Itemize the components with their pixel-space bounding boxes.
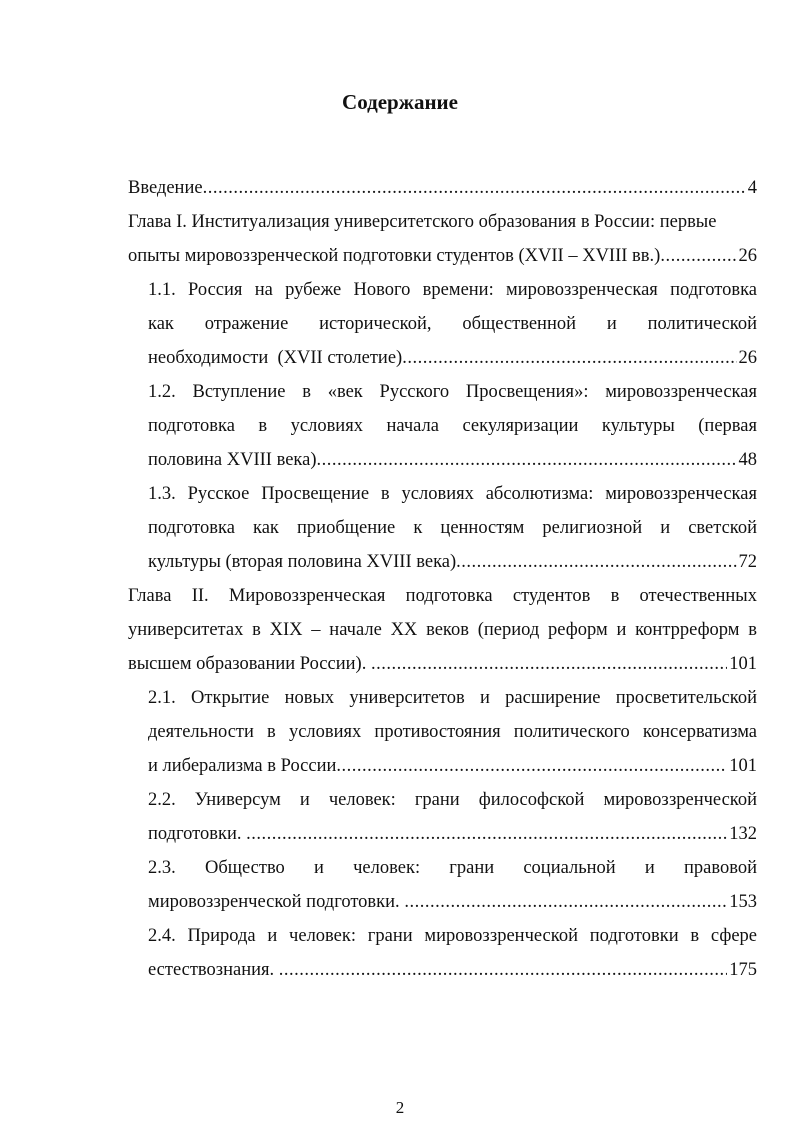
toc-entry-title: естествознания.	[148, 960, 279, 980]
toc-page-number: 101	[729, 756, 757, 776]
toc-entry-title: подготовки.	[148, 824, 247, 844]
toc-entry-title: и либерализма в России	[148, 756, 337, 776]
toc-page-number: 153	[729, 892, 757, 912]
toc-entry-introduction[interactable]	[128, 171, 757, 205]
toc-entry-title: опыты мировоззренческой подготовки студентов (XVII – XVIII вв.)	[128, 246, 661, 266]
toc-entry-chapter-2-line: Глава II. Мировоззренческая подготовка студентов в отечественных	[128, 586, 757, 606]
toc-entry-section-2-3[interactable]	[148, 885, 757, 919]
toc-entry-section-1-2-line: подготовка в условиях начала секуляризации культуры (первая	[148, 416, 757, 436]
toc-page-number: 26	[738, 348, 757, 368]
toc-page-number: 48	[738, 450, 757, 470]
toc-entry-section-2-1-line: деятельности в условиях противостояния политического консерватизма	[148, 722, 757, 742]
toc-entry-section-1-1[interactable]	[148, 341, 757, 375]
dot-leader	[660, 239, 736, 273]
page-title: Содержание	[342, 90, 458, 114]
toc-entry-section-2-2[interactable]	[148, 817, 757, 851]
toc-entry-title: Введение	[128, 178, 203, 198]
toc-entry-section-1-2[interactable]	[148, 443, 757, 477]
toc-entry-section-2-4-line: 2.4. Природа и человек: грани мировоззренческой подготовки в сфере	[148, 926, 757, 946]
toc-entry-section-1-3-line: 1.3. Русское Просвещение в условиях абсолютизма: мировоззренческая	[148, 484, 757, 504]
dot-leader	[404, 885, 727, 919]
toc-entry-section-1-3-line: подготовка как приобщение к ценностям религиозной и светской	[148, 518, 757, 538]
toc-page-number: 101	[729, 654, 757, 674]
toc-entry-title: половина XVIII века)	[148, 450, 317, 470]
toc-page-number: 175	[729, 960, 757, 980]
dot-leader	[371, 647, 727, 681]
toc-entry-section-2-4[interactable]	[148, 953, 757, 987]
toc-entry-title: высшем образовании России).	[128, 654, 371, 674]
dot-leader	[203, 171, 746, 205]
toc-entry-chapter-2[interactable]	[128, 647, 757, 681]
toc-entry-section-1-1-line: 1.1. Россия на рубеже Нового времени: мировоззренческая подготовка	[148, 280, 757, 300]
toc-entry-section-1-2-line: 1.2. Вступление в «век Русского Просвещения»: мировоззренческая	[148, 382, 757, 402]
toc-entry-chapter-1-line: Глава I. Инститyализация университетского образования в России: первые	[128, 212, 717, 232]
dot-leader	[317, 443, 737, 477]
page-number: 2	[395, 1098, 405, 1117]
toc-entry-title: культуры (вторая половина XVIII века)	[148, 552, 457, 572]
toc-page-number: 26	[738, 246, 757, 266]
dot-leader	[246, 817, 727, 851]
toc-entry-title: мировоззренческой подготовки.	[148, 892, 405, 912]
dot-leader	[336, 749, 727, 783]
dot-leader	[402, 341, 736, 375]
toc-page-number: 132	[729, 824, 757, 844]
toc-page-number: 4	[747, 178, 757, 198]
dot-leader	[456, 545, 736, 579]
toc-page-number: 72	[738, 552, 757, 572]
dot-leader	[279, 953, 727, 987]
toc-entry-title: необходимости (XVII столетие)	[148, 348, 403, 368]
toc-entry-chapter-2-line: университетах в XIX – начале XX веков (период реформ и контрреформ в	[128, 620, 757, 640]
table-of-contents	[128, 171, 757, 987]
toc-entry-section-2-1[interactable]	[148, 749, 757, 783]
toc-entry-chapter-1[interactable]	[128, 239, 757, 273]
toc-entry-section-2-3-line: 2.3. Общество и человек: грани социальной и правовой	[148, 858, 757, 878]
toc-entry-section-2-2-line: 2.2. Универсум и человек: грани философской мировоззренческой	[148, 790, 757, 810]
toc-entry-section-1-1-line: как отражение исторической, общественной и политической	[148, 314, 757, 334]
toc-entry-section-1-3[interactable]	[148, 545, 757, 579]
toc-entry-section-2-1-line: 2.1. Открытие новых университетов и расширение просветительской	[148, 688, 757, 708]
